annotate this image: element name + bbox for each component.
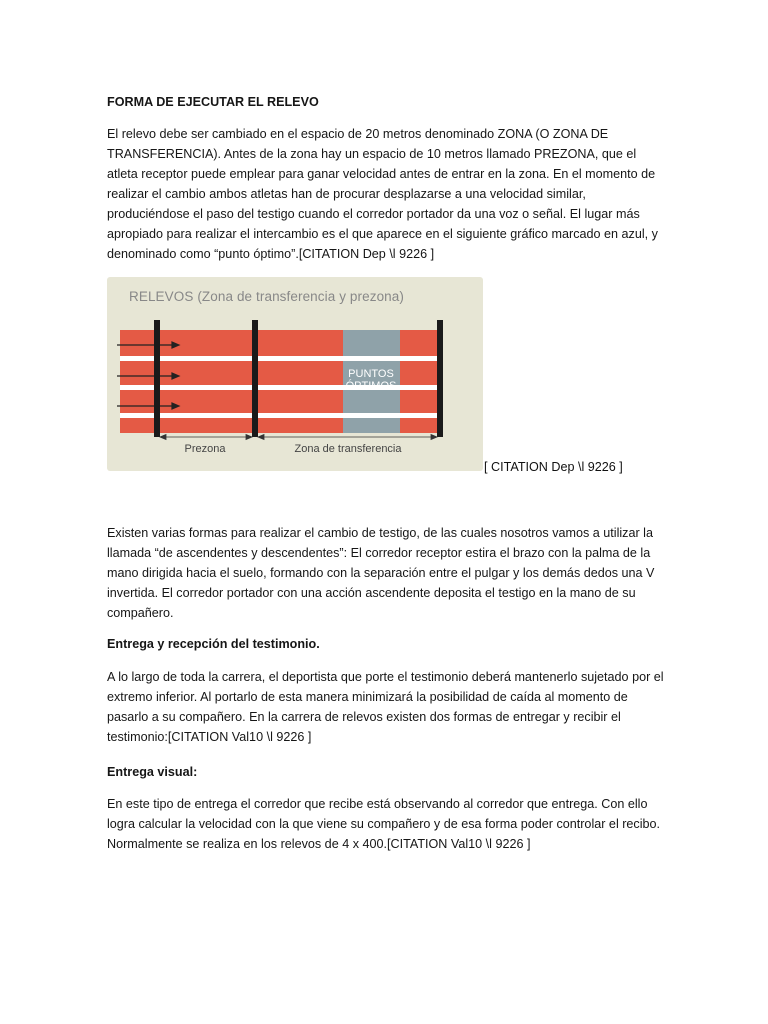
- arrow-head: [258, 435, 264, 440]
- relay-zone-figure: [107, 277, 483, 471]
- optimal-label-line1: PUNTOS: [348, 368, 394, 380]
- paragraph-baton-method: Existen varias formas para realizar el cambio de testigo, de las cuales nosotros vamos a utilizar la llamada “de ascendentes y descendentes”: El corredor receptor estira el brazo con la palma de la mano dirigida hacia el suelo, formando con la separación entre el pulgar y los demás dedos una V invertida. El corredor portador con una acción ascendente deposita el testigo en la mano de su compañero.: [107, 526, 655, 620]
- figure-citation: [ CITATION Dep \l 9226 ]: [484, 460, 623, 474]
- lane-line: [120, 356, 443, 361]
- optimal-label-line2: ÓPTIMOS: [345, 380, 397, 392]
- paragraph-relay-zone: El relevo debe ser cambiado en el espacio de 20 metros denominado ZONA (O ZONA DE TRANSFERENCIA). Antes de la zona hay un espacio de 10 metros llamado PREZONA, que el atleta receptor puede emplear para ganar velocidad antes de entrar en la zona. En el momento de realizar el cambio ambos atletas han de procurar desplazarse a una velocidad similar, produciéndose el paso del testigo cuando el corredor portador da una voz o señal. El lugar más apropiado para realizar el intercambio es el que aparece en el siguiente gráfico marcado en azul, y denominado como “punto óptimo”.[CITATION Dep \l 9226 ]: [107, 127, 658, 261]
- zone-start-bar: [252, 320, 258, 437]
- paragraph-visual: En este tipo de entrega el corredor que recibe está observando al corredor que entrega. Con ello logra calcular la velocidad con la que viene su compañero y de esa forma poder controlar el recibo. Normalmente se realiza en los relevos de 4 x 400.[CITATION Val10 \l 9226 ]: [107, 797, 661, 851]
- arrow-head: [431, 435, 437, 440]
- relay-diagram: [107, 277, 483, 471]
- subheading-visual: Entrega visual:: [107, 765, 198, 779]
- arrow-head: [246, 435, 252, 440]
- prezona-start-bar: [154, 320, 160, 437]
- section-heading: FORMA DE EJECUTAR EL RELEVO: [107, 95, 319, 109]
- zona-label: Zona de transferencia: [294, 443, 402, 455]
- lane-line: [120, 413, 443, 418]
- paragraph-delivery: A lo largo de toda la carrera, el deportista que porte el testimonio deberá mantenerlo sujetado por el extremo inferior. Al portarlo de esta manera minimizará la posibilidad de caída al momento de pasarlo a su compañero. En la carrera de relevos existen dos formas de entregar y recibir el testimonio:[CITATION Val10 \l 9226 ]: [107, 670, 664, 744]
- arrow-head: [160, 435, 166, 440]
- subheading-delivery: Entrega y recepción del testimonio.: [107, 637, 320, 651]
- zone-end-bar: [437, 320, 443, 437]
- figure-title: RELEVOS (Zona de transferencia y prezona): [129, 289, 404, 304]
- prezona-label: Prezona: [184, 443, 226, 455]
